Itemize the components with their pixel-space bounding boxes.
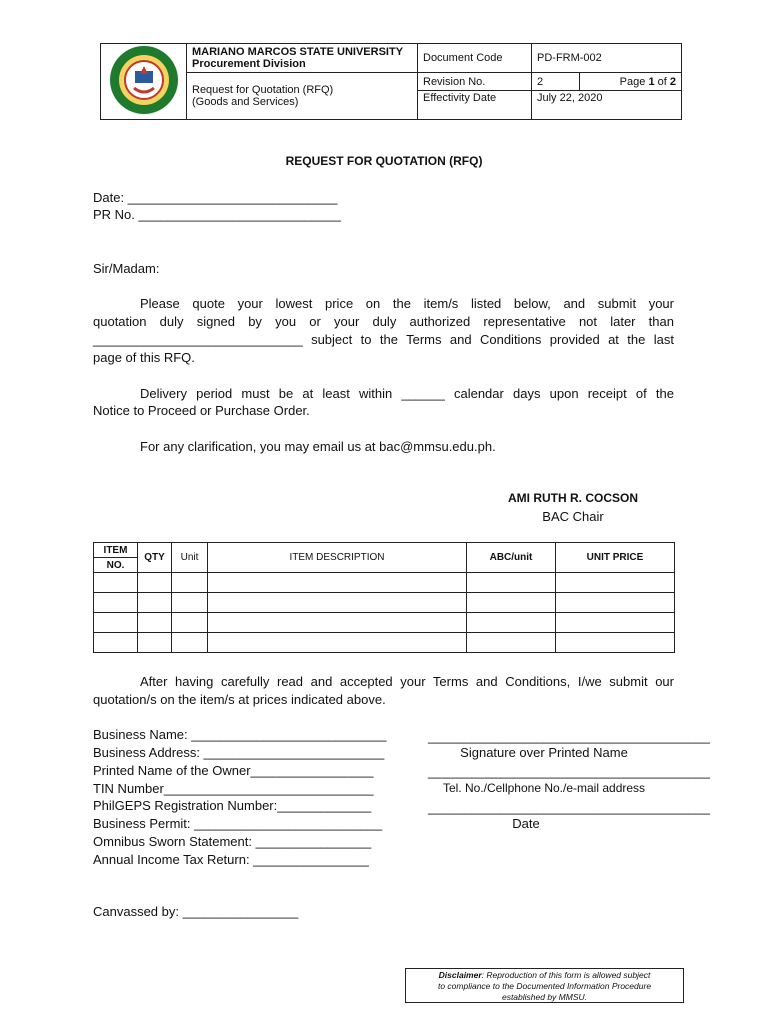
table-cell[interactable] [172,633,208,653]
table-cell[interactable] [94,633,138,653]
table-cell[interactable] [172,613,208,633]
table-cell[interactable] [172,593,208,613]
revision-value: 2 [532,73,580,91]
disclaimer-line2: to compliance to the Documented Information Procedure [437,981,652,991]
col-unit-price-header: UNIT PRICE [556,543,675,573]
tin-number-field[interactable]: TIN Number_____________________________ [93,781,374,796]
para2-line1: Delivery period must be at least within ______ calendar days upon receipt of the [140,386,674,401]
table-cell[interactable] [556,593,675,613]
business-name-field[interactable]: Business Name: ___________________________ [93,727,387,742]
table-row [94,633,675,653]
income-tax-return-field[interactable]: Annual Income Tax Return: ________________ [93,852,369,867]
acceptance-line2: quotation/s on the item/s at prices indicated above. [93,692,386,707]
page-of: of [657,75,667,88]
table-cell[interactable] [467,633,556,653]
signature-line[interactable]: _______________________________________ [428,729,710,744]
col-qty-header: QTY [138,543,172,573]
col-abc-header: ABC/unit [467,543,556,573]
para1-line4: page of this RFQ. [93,350,195,365]
table-cell[interactable] [94,613,138,633]
form-title-cell [187,73,418,120]
clarification-text: For any clarification, you may email us at bac@mmsu.edu.ph. [140,439,496,454]
table-row [94,593,675,613]
disclaimer-line3: established by MMSU. [501,992,588,1002]
logo-cell [101,44,187,120]
university-seal-icon [108,44,180,116]
page-prefix: Page [619,75,646,88]
disclaimer-line1 [406,970,683,981]
table-cell[interactable] [94,593,138,613]
business-address-field[interactable]: Business Address: _________________________ [93,745,385,760]
pr-number-field[interactable]: PR No. ____________________________ [93,207,341,222]
table-header-row [94,543,675,558]
date-field[interactable]: Date: _____________________________ [93,190,338,205]
revision-label: Revision No. [418,73,532,91]
table-cell[interactable] [208,633,467,653]
table-cell[interactable] [138,633,172,653]
table-cell[interactable] [556,573,675,593]
para1-line1: Please quote your lowest price on the item/s listed below, and submit your [140,296,674,311]
acceptance-line1: After having carefully read and accepted your Terms and Conditions, I/we submit our [140,674,674,689]
signature-label: Signature over Printed Name [460,745,628,760]
table-cell[interactable] [467,613,556,633]
table-cell[interactable] [138,573,172,593]
col-unit-header: Unit [172,543,208,573]
doc-code-label: Document Code [418,44,532,73]
page-total: 2 [669,75,676,88]
owner-name-field[interactable]: Printed Name of the Owner_________________ [93,763,374,778]
page-current: 1 [648,75,655,88]
doc-code-value: PD-FRM-002 [532,44,682,73]
table-cell[interactable] [556,613,675,633]
form-title-line2: (Goods and Services) [192,96,299,108]
para2-line2: Notice to Proceed or Purchase Order. [93,403,310,418]
table-cell[interactable] [556,633,675,653]
table-cell[interactable] [138,613,172,633]
table-row [94,573,675,593]
contact-label: Tel. No./Cellphone No./e-mail address [442,781,646,795]
document-title: REQUEST FOR QUOTATION (RFQ) [285,154,483,168]
para1-line3: _____________________________ subject to the Terms and Conditions provided at the last [93,332,674,347]
contact-line[interactable]: _______________________________________ [428,764,710,779]
table-cell[interactable] [467,593,556,613]
table-cell[interactable] [172,573,208,593]
table-cell[interactable] [138,593,172,613]
signatory-name: AMI RUTH R. COCSON [508,491,638,505]
table-cell[interactable] [467,573,556,593]
division-name: Procurement Division [192,58,306,70]
effectivity-label: Effectivity Date [418,91,532,120]
canvassed-by-field[interactable]: Canvassed by: ________________ [93,904,299,919]
date-line[interactable]: _______________________________________ [428,800,710,815]
items-table [93,542,675,653]
form-header-table [100,43,682,120]
disclaimer-box [405,968,684,1003]
col-description-header: ITEM DESCRIPTION [208,543,467,573]
table-cell[interactable] [208,613,467,633]
effectivity-value: July 22, 2020 [532,91,682,120]
form-title-line1: Request for Quotation (RFQ) [192,84,334,96]
disclaimer-text-1: : Reproduction of this form is allowed subject [481,970,651,980]
table-cell[interactable] [208,573,467,593]
business-permit-field[interactable]: Business Permit: __________________________ [93,816,383,831]
salutation: Sir/Madam: [93,261,160,276]
col-item-no-header: NO. [94,558,138,573]
table-cell[interactable] [208,593,467,613]
date-label: Date [512,816,540,831]
omnibus-statement-field[interactable]: Omnibus Sworn Statement: ________________ [93,834,372,849]
col-item-header: ITEM [94,543,138,558]
signatory-title: BAC Chair [542,509,604,524]
para1-line2: quotation duly signed by you or your duly authorized representative not later than [93,314,674,329]
philgeps-field[interactable]: PhilGEPS Registration Number:_____________ [93,798,372,813]
table-row [94,613,675,633]
university-cell [187,44,418,73]
disclaimer-label: Disclaimer [438,970,482,980]
table-cell[interactable] [94,573,138,593]
university-name: MARIANO MARCOS STATE UNIVERSITY [192,46,404,58]
page-indicator [580,73,682,91]
